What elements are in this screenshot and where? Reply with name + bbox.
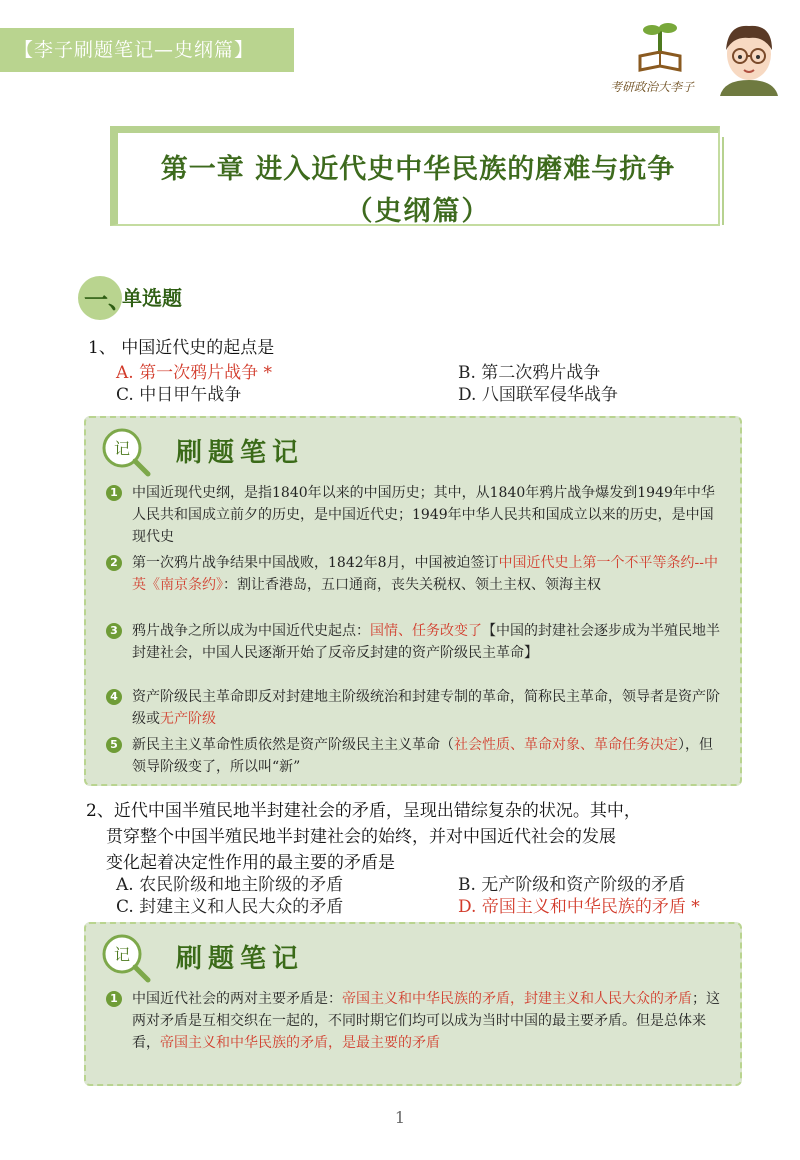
q2-option-a: A. 农民阶级和地主阶级的矛盾 (116, 875, 344, 895)
highlight-text: 社会性质、革命对象、革命任务决定 (454, 737, 678, 753)
q2-line-1: 2、近代中国半殖民地半封建社会的矛盾，呈现出错综复杂的状况。其中， (86, 801, 641, 821)
highlight-text: 国情、任务改变了 (370, 623, 482, 639)
number-badge-icon: 1 (106, 485, 122, 501)
number-badge-icon: 3 (106, 623, 122, 639)
highlight-text: 中国近代史上第一个不平等条约--中英《南京条约》 (132, 555, 719, 593)
number-badge-icon: 2 (106, 555, 122, 571)
note-text: 【中国的封建社会逐步成为半殖民地半封建社会，中国人民逐渐开始了反帝反封建的资产阶级民主革命】 (132, 623, 720, 661)
question-1-stem: 1、 中国近代史的起点是 (88, 338, 275, 358)
section-number: 一、 (84, 285, 132, 314)
note-label: 刷题笔记 (176, 438, 305, 468)
number-badge-icon: 4 (106, 689, 122, 705)
note-header (86, 418, 740, 488)
q1-option-a: A. 第一次鸦片战争 * (116, 363, 272, 383)
note-item (106, 620, 726, 664)
chapter-subtitle: （史纲篇） (345, 196, 491, 227)
note-item-text (106, 552, 726, 596)
q1-option-b: B. 第二次鸦片战争 (458, 363, 601, 383)
brand-text: 考研政治大李子 (610, 80, 695, 94)
page-number: 1 (394, 1108, 406, 1127)
note-text: 第一次鸦片战争结果中国战败，1842年8月，中国被迫签订 (132, 555, 499, 571)
note-icon-text: 记 (113, 439, 131, 458)
note-item (106, 686, 726, 730)
section-title: 单选题 (122, 286, 182, 310)
study-note-2 (84, 922, 742, 1086)
highlight-text: 帝国主义和中华民族的矛盾，封建主义和人民大众的矛盾 (342, 991, 692, 1007)
note-item-text (106, 620, 726, 664)
note-text: 中国近代社会的两对主要矛盾是： (132, 991, 342, 1007)
number-badge-icon: 1 (106, 991, 122, 1007)
q1-option-d: D. 八国联军侵华战争 (458, 385, 618, 405)
chapter-title: 第一章 进入近代史中华民族的磨难与抗争 (160, 154, 676, 185)
note-item (106, 482, 726, 548)
chapter-title-box (110, 126, 720, 226)
note-item-text (106, 988, 726, 1054)
highlight-text: 无产阶级 (160, 711, 216, 727)
note-header (86, 924, 740, 994)
note-item (106, 988, 726, 1054)
note-item-text (106, 686, 726, 730)
q2-line-2: 贯穿整个中国半殖民地半封建社会的始终，并对中国近代社会的发展 (106, 827, 616, 847)
magnifier-note-icon (98, 424, 152, 478)
note-text: ；这两对矛盾是互相交织在一起的，不同时期它们均可以成为当时中国的最主要矛盾。但是总体来看， (132, 991, 720, 1051)
avatar (714, 20, 784, 96)
note-text: 中国近现代史纲，是指1840年以来的中国历史；其中，从1840年鸦片战争爆发到1949年中华人民共和国成立前夕的历史，是中国近代史；1949年中华人民共和国成立以来的历史，是中国现代史 (132, 485, 715, 545)
q1-option-c: C. 中日甲午战争 (116, 385, 242, 405)
note-item (106, 734, 726, 778)
note-text: 新民主主义革命性质依然是资产阶级民主主义革命（ (132, 737, 454, 753)
note-text: 鸦片战争之所以成为中国近代史起点： (132, 623, 370, 639)
highlight-text: 帝国主义和中华民族的矛盾，是最主要的矛盾 (160, 1035, 440, 1051)
number-badge-icon: 5 (106, 737, 122, 753)
note-item (106, 552, 726, 596)
note-label: 刷题笔记 (176, 944, 305, 974)
q2-line-3: 变化起着决定性作用的最主要的矛盾是 (106, 853, 395, 873)
study-note-1 (84, 416, 742, 786)
note-text: ：割让香港岛，五口通商，丧失关税权、领土主权、领海主权 (223, 577, 601, 593)
note-text: 资产阶级民主革命即反对封建地主阶级统治和封建专制的革命，简称民主革命，领导者是资产阶级或 (132, 689, 720, 727)
book-tree-logo-icon (638, 20, 682, 76)
q2-option-b: B. 无产阶级和资产阶级的矛盾 (458, 875, 686, 895)
note-text: ），但领导阶级变了，所以叫“新” (132, 737, 713, 775)
note-item-text (106, 482, 726, 548)
magnifier-note-icon (98, 930, 152, 984)
note-icon-text: 记 (113, 945, 131, 964)
header-tag: 【李子刷题笔记—史纲篇】 (0, 28, 294, 72)
question-2-stem (86, 798, 746, 876)
brand (610, 20, 800, 100)
note-item-text (106, 734, 726, 778)
q2-option-d: D. 帝国主义和中华民族的矛盾 * (458, 897, 700, 917)
q2-option-c: C. 封建主义和人民大众的矛盾 (116, 897, 344, 917)
